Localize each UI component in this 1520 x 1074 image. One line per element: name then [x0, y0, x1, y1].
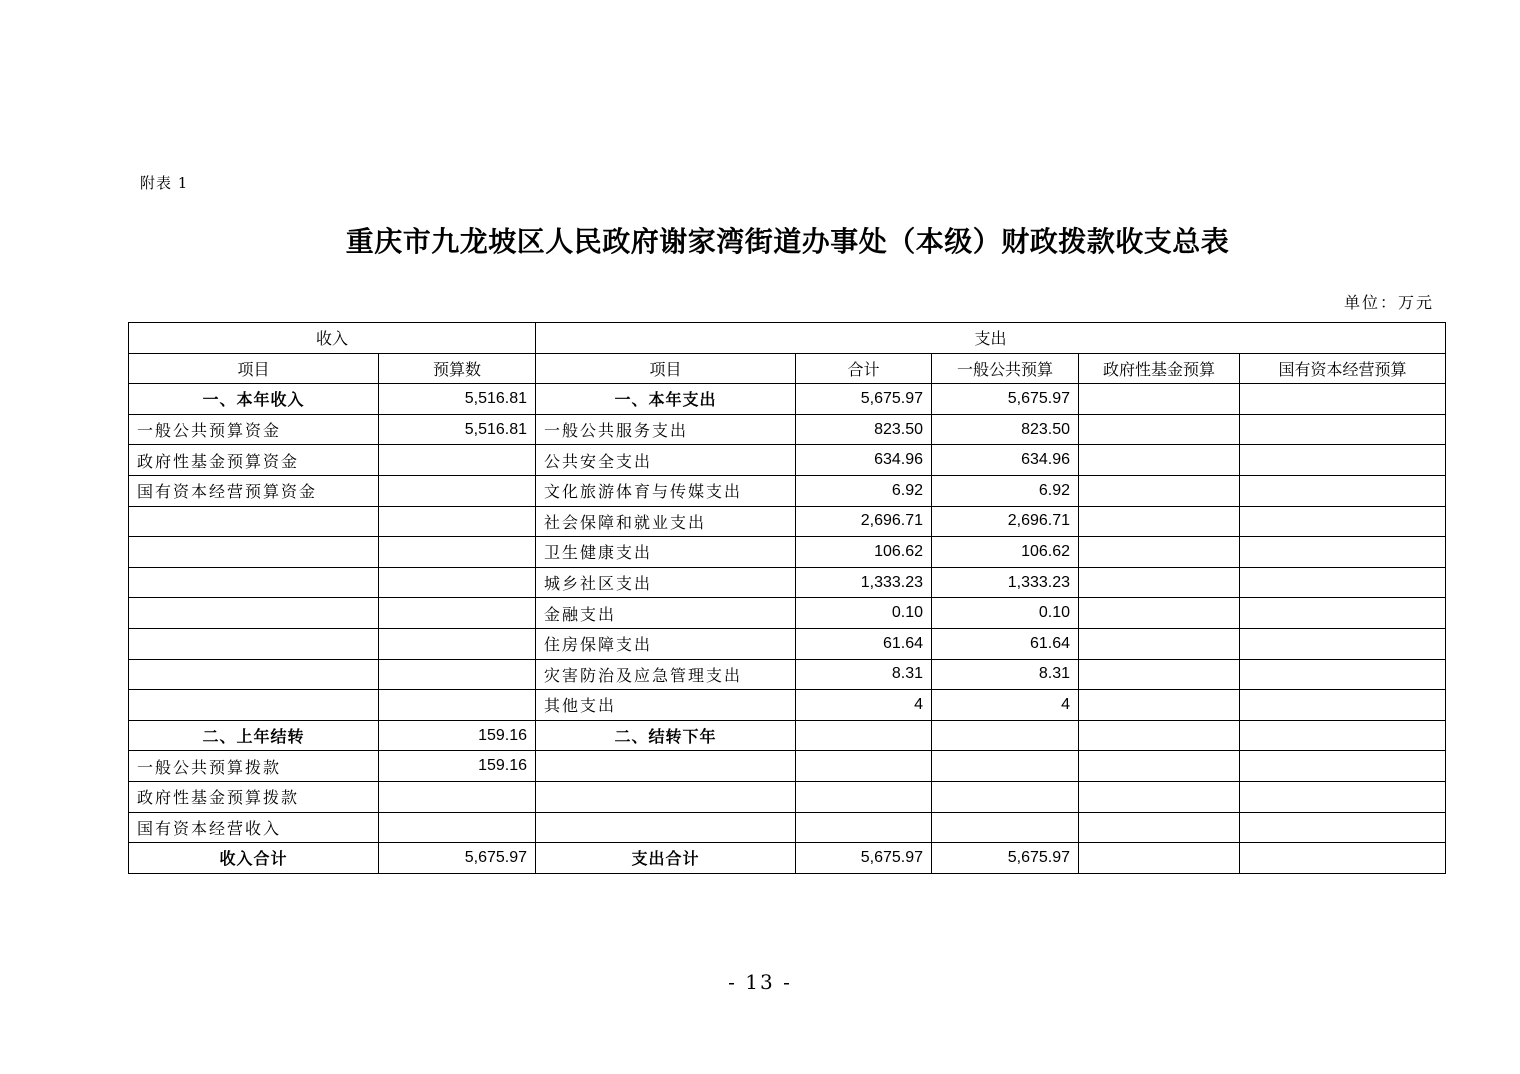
table-row [129, 781, 1446, 812]
cell-income-amount: 5,675.97 [379, 843, 536, 874]
table-row [129, 751, 1446, 782]
cell-total [796, 781, 932, 812]
header-general-public-budget: 一般公共预算 [932, 353, 1079, 384]
table-row [129, 475, 1446, 506]
cell-general-public-budget [932, 781, 1079, 812]
page-number: - 13 - [728, 970, 792, 994]
cell-total: 0.10 [796, 598, 932, 629]
cell-total [796, 751, 932, 782]
cell-total: 4 [796, 690, 932, 721]
header-government-fund-budget: 政府性基金预算 [1079, 353, 1240, 384]
cell-total: 8.31 [796, 659, 932, 690]
cell-general-public-budget: 2,696.71 [932, 506, 1079, 537]
cell-state-capital-budget [1240, 445, 1446, 476]
cell-general-public-budget: 106.62 [932, 537, 1079, 568]
cell-government-fund-budget [1079, 720, 1240, 751]
cell-income-item: 一、本年收入 [129, 384, 379, 415]
cell-government-fund-budget [1079, 690, 1240, 721]
cell-income-amount: 5,516.81 [379, 384, 536, 415]
table-row [129, 843, 1446, 874]
budget-summary-table [128, 322, 1446, 874]
cell-total: 106.62 [796, 537, 932, 568]
cell-income-amount: 159.16 [379, 720, 536, 751]
cell-expense-item [536, 751, 796, 782]
cell-government-fund-budget [1079, 843, 1240, 874]
header-income-item: 项目 [129, 353, 379, 384]
cell-income-item [129, 537, 379, 568]
cell-government-fund-budget [1079, 628, 1240, 659]
cell-state-capital-budget [1240, 659, 1446, 690]
cell-income-amount: 159.16 [379, 751, 536, 782]
table-row [129, 720, 1446, 751]
cell-expense-item [536, 781, 796, 812]
cell-income-item [129, 567, 379, 598]
header-state-capital-budget: 国有资本经营预算 [1240, 353, 1446, 384]
cell-total [796, 720, 932, 751]
cell-government-fund-budget [1079, 659, 1240, 690]
cell-government-fund-budget [1079, 751, 1240, 782]
cell-state-capital-budget [1240, 781, 1446, 812]
cell-general-public-budget: 634.96 [932, 445, 1079, 476]
table-row [129, 384, 1446, 415]
cell-general-public-budget [932, 720, 1079, 751]
cell-government-fund-budget [1079, 781, 1240, 812]
cell-general-public-budget: 5,675.97 [932, 384, 1079, 415]
cell-expense-item: 一般公共服务支出 [536, 414, 796, 445]
header-budget-amount: 预算数 [379, 353, 536, 384]
cell-income-item: 二、上年结转 [129, 720, 379, 751]
cell-total: 823.50 [796, 414, 932, 445]
cell-general-public-budget: 0.10 [932, 598, 1079, 629]
cell-expense-item: 支出合计 [536, 843, 796, 874]
cell-government-fund-budget [1079, 475, 1240, 506]
cell-state-capital-budget [1240, 843, 1446, 874]
column-header-row [129, 353, 1446, 384]
table-row [129, 690, 1446, 721]
cell-total: 6.92 [796, 475, 932, 506]
cell-income-item: 政府性基金预算拨款 [129, 781, 379, 812]
cell-general-public-budget: 5,675.97 [932, 843, 1079, 874]
cell-total: 634.96 [796, 445, 932, 476]
cell-income-item: 一般公共预算资金 [129, 414, 379, 445]
cell-income-amount: 5,516.81 [379, 414, 536, 445]
cell-total: 2,696.71 [796, 506, 932, 537]
table-row [129, 537, 1446, 568]
cell-general-public-budget: 1,333.23 [932, 567, 1079, 598]
cell-state-capital-budget [1240, 690, 1446, 721]
cell-expense-item: 金融支出 [536, 598, 796, 629]
cell-total: 1,333.23 [796, 567, 932, 598]
cell-total: 61.64 [796, 628, 932, 659]
table-row [129, 506, 1446, 537]
cell-income-item [129, 598, 379, 629]
cell-state-capital-budget [1240, 598, 1446, 629]
cell-general-public-budget: 823.50 [932, 414, 1079, 445]
cell-income-amount [379, 690, 536, 721]
table-row [129, 414, 1446, 445]
cell-income-item [129, 659, 379, 690]
cell-income-item [129, 690, 379, 721]
cell-income-item: 一般公共预算拨款 [129, 751, 379, 782]
cell-expense-item: 住房保障支出 [536, 628, 796, 659]
cell-state-capital-budget [1240, 414, 1446, 445]
cell-state-capital-budget [1240, 537, 1446, 568]
cell-general-public-budget: 8.31 [932, 659, 1079, 690]
cell-expense-item: 一、本年支出 [536, 384, 796, 415]
cell-income-item [129, 506, 379, 537]
cell-income-item: 国有资本经营预算资金 [129, 475, 379, 506]
cell-state-capital-budget [1240, 384, 1446, 415]
cell-expense-item: 公共安全支出 [536, 445, 796, 476]
cell-income-amount [379, 445, 536, 476]
cell-state-capital-budget [1240, 567, 1446, 598]
cell-expense-item: 灾害防治及应急管理支出 [536, 659, 796, 690]
cell-total: 5,675.97 [796, 843, 932, 874]
cell-government-fund-budget [1079, 506, 1240, 537]
cell-state-capital-budget [1240, 812, 1446, 843]
cell-income-amount [379, 659, 536, 690]
expense-group-header: 支出 [536, 323, 1446, 354]
cell-income-item: 政府性基金预算资金 [129, 445, 379, 476]
cell-income-amount [379, 567, 536, 598]
cell-government-fund-budget [1079, 598, 1240, 629]
cell-state-capital-budget [1240, 628, 1446, 659]
cell-government-fund-budget [1079, 414, 1240, 445]
cell-expense-item: 卫生健康支出 [536, 537, 796, 568]
cell-general-public-budget: 6.92 [932, 475, 1079, 506]
cell-income-amount [379, 537, 536, 568]
cell-general-public-budget [932, 812, 1079, 843]
cell-general-public-budget: 61.64 [932, 628, 1079, 659]
income-group-header: 收入 [129, 323, 536, 354]
table-body [129, 384, 1446, 874]
cell-total: 5,675.97 [796, 384, 932, 415]
cell-general-public-budget: 4 [932, 690, 1079, 721]
table-row [129, 567, 1446, 598]
header-expense-item: 项目 [536, 353, 796, 384]
group-header-row [129, 323, 1446, 354]
page-title: 重庆市九龙坡区人民政府谢家湾街道办事处（本级）财政拨款收支总表 [345, 225, 1230, 258]
cell-expense-item [536, 812, 796, 843]
table-row [129, 812, 1446, 843]
cell-income-amount [379, 598, 536, 629]
cell-government-fund-budget [1079, 567, 1240, 598]
cell-state-capital-budget [1240, 475, 1446, 506]
cell-total [796, 812, 932, 843]
cell-income-amount [379, 628, 536, 659]
cell-expense-item: 文化旅游体育与传媒支出 [536, 475, 796, 506]
cell-state-capital-budget [1240, 506, 1446, 537]
table-row [129, 659, 1446, 690]
table-row [129, 598, 1446, 629]
table-row [129, 628, 1446, 659]
cell-general-public-budget [932, 751, 1079, 782]
cell-income-amount [379, 812, 536, 843]
cell-government-fund-budget [1079, 384, 1240, 415]
header-total: 合计 [796, 353, 932, 384]
appendix-label: 附表 1 [140, 174, 189, 192]
cell-government-fund-budget [1079, 812, 1240, 843]
cell-expense-item: 城乡社区支出 [536, 567, 796, 598]
cell-government-fund-budget [1079, 445, 1240, 476]
cell-expense-item: 二、结转下年 [536, 720, 796, 751]
table-row [129, 445, 1446, 476]
unit-label: 单位：万元 [1343, 293, 1434, 312]
cell-income-amount [379, 475, 536, 506]
cell-income-amount [379, 781, 536, 812]
cell-income-item [129, 628, 379, 659]
cell-state-capital-budget [1240, 751, 1446, 782]
cell-income-item: 收入合计 [129, 843, 379, 874]
cell-income-amount [379, 506, 536, 537]
cell-income-item: 国有资本经营收入 [129, 812, 379, 843]
cell-state-capital-budget [1240, 720, 1446, 751]
cell-expense-item: 社会保障和就业支出 [536, 506, 796, 537]
cell-government-fund-budget [1079, 537, 1240, 568]
cell-expense-item: 其他支出 [536, 690, 796, 721]
